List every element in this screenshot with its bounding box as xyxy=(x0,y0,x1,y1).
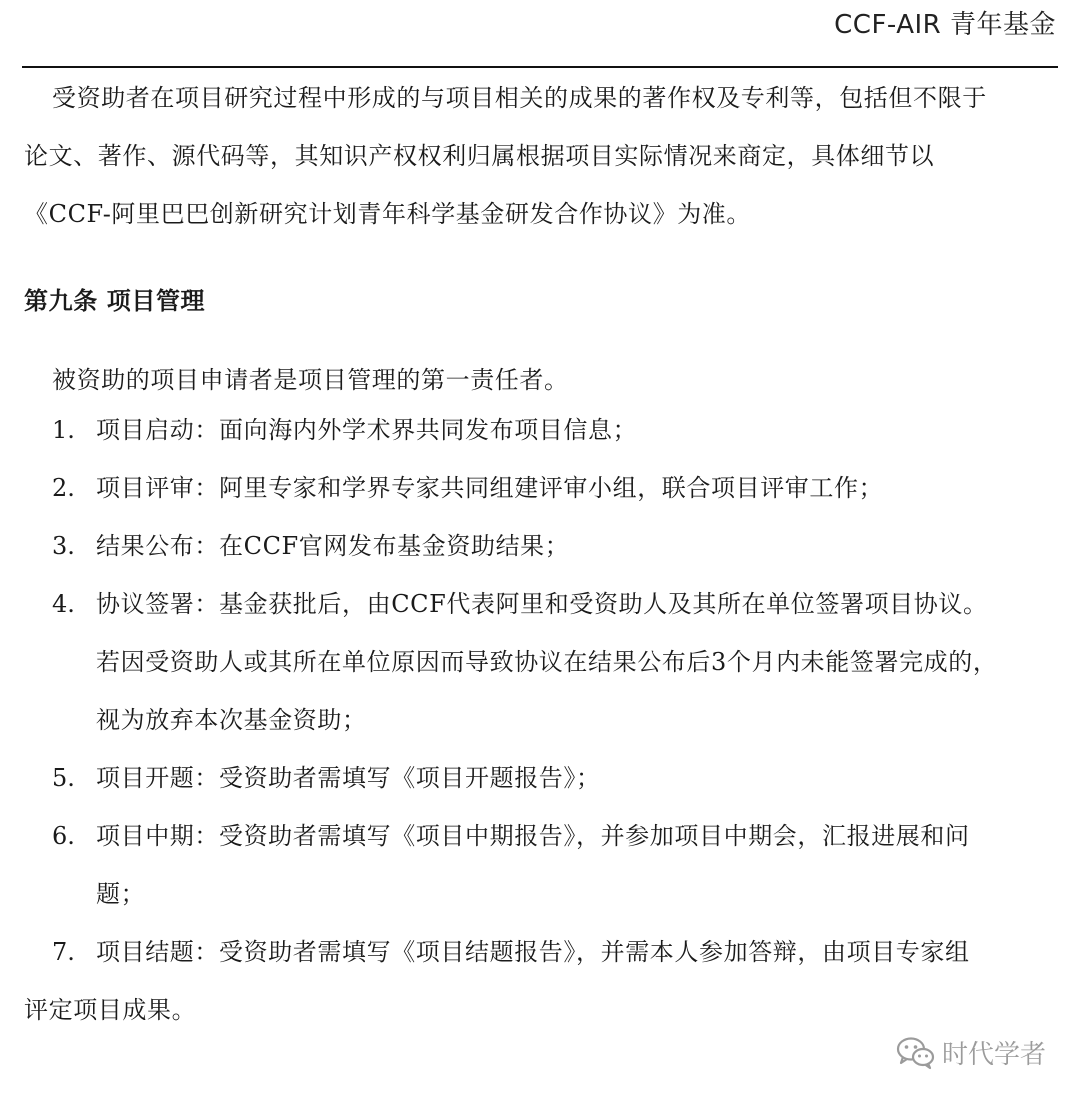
list-item-number: 1. xyxy=(52,416,75,444)
list-item-number: 3. xyxy=(52,532,75,560)
list-item-text: 项目评审：阿里专家和学界专家共同组建评审小组，联合项目评审工作； xyxy=(96,474,884,502)
intro-line-3: 《CCF-阿里巴巴创新研究计划青年科学基金研发合作协议》为准。 xyxy=(24,200,752,228)
list-item-text: 项目开题：受资助者需填写《项目开题报告》； xyxy=(96,764,601,792)
list-item-text-continued: 评定项目成果。 xyxy=(24,996,197,1024)
watermark xyxy=(896,1034,1046,1071)
intro-line-2: 论文、著作、源代码等，其知识产权权利归属根据项目实际情况来商定，具体细节以 xyxy=(24,142,935,170)
list-item-text-continued: 若因受资助人或其所在单位原因而导致协议在结果公布后3个月内未能签署完成的， xyxy=(96,648,998,676)
section-heading: 第九条 项目管理 xyxy=(24,286,206,315)
watermark-text: 时代学者 xyxy=(941,1040,1046,1070)
document-header-title: CCF-AIR 青年基金 xyxy=(834,10,1056,40)
list-item-number: 5. xyxy=(52,764,75,792)
list-item-text: 项目结题：受资助者需填写《项目结题报告》，并需本人参加答辩，由项目专家组 xyxy=(96,938,970,966)
list-item-text: 协议签署：基金获批后，由CCF代表阿里和受资助人及其所在单位签署项目协议。 xyxy=(96,590,988,618)
section-lead: 被资助的项目申请者是项目管理的第一责任者。 xyxy=(52,366,569,394)
list-item-text: 项目启动：面向海内外学术界共同发布项目信息； xyxy=(96,416,638,444)
wechat-icon xyxy=(896,1036,936,1070)
list-item-text: 项目中期：受资助者需填写《项目中期报告》，并参加项目中期会，汇报进展和问 xyxy=(96,822,970,850)
list-item-text-continued: 题； xyxy=(96,880,146,908)
list-item-text-continued: 视为放弃本次基金资助； xyxy=(96,706,367,734)
list-item-number: 4. xyxy=(52,590,75,618)
list-item-number: 6. xyxy=(52,822,75,850)
list-item-text: 结果公布：在CCF官网发布基金资助结果； xyxy=(96,532,570,560)
header-divider xyxy=(22,66,1058,68)
list-item-number: 7. xyxy=(52,938,75,966)
list-item-number: 2. xyxy=(52,474,75,502)
intro-line-1: 受资助者在项目研究过程中形成的与项目相关的成果的著作权及专利等，包括但不限于 xyxy=(52,84,987,112)
